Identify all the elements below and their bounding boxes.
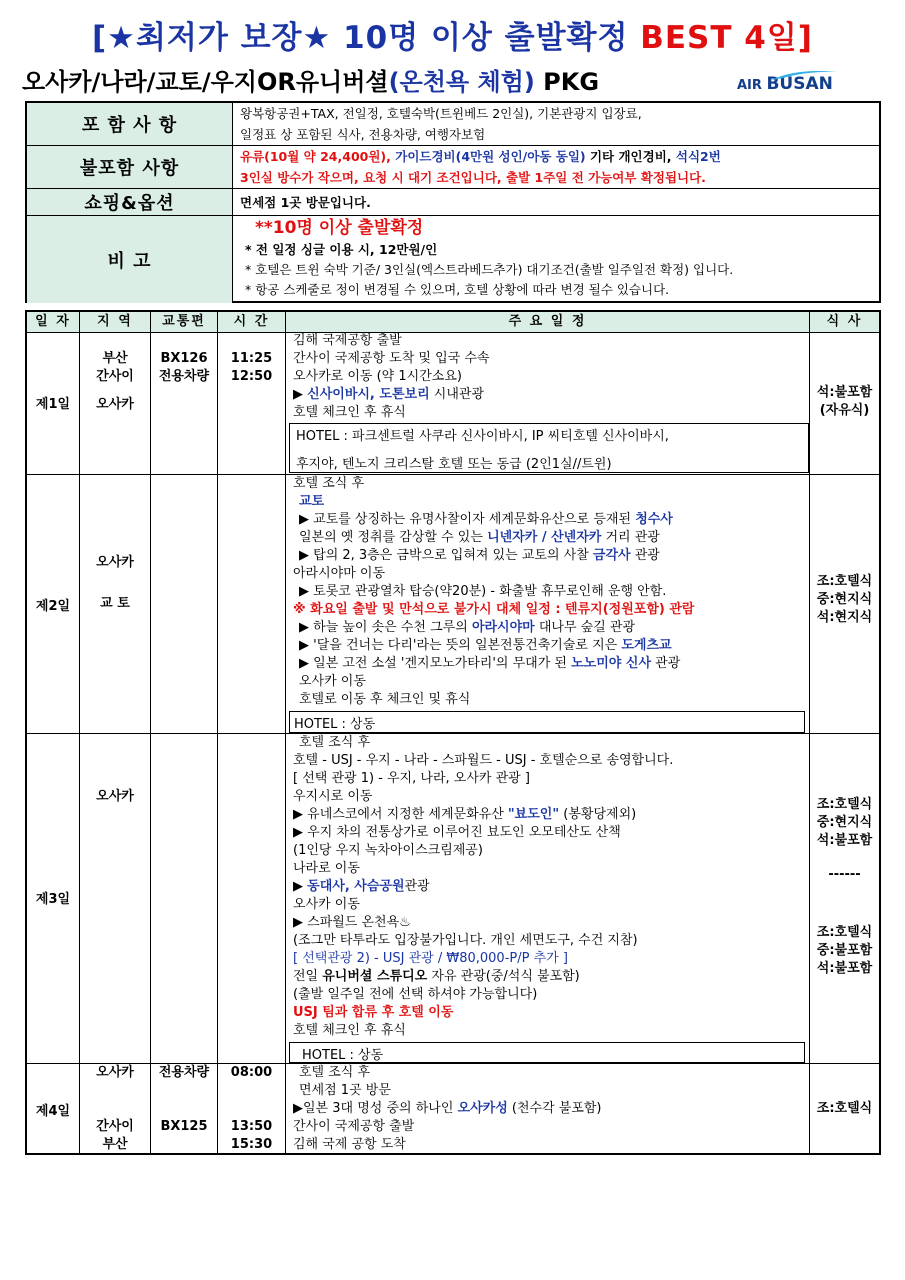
meal-info: 조:호텔식 중:현지식 석:불포함 ------ 조:호텔식 중:불포함 석:불포함	[816, 797, 873, 976]
region: 부산 간사이 오사카	[96, 351, 134, 412]
itinerary-line: ※ 화요일 출발 및 만석으로 불가시 대체 일정 : 텐류지(정원포함) 관람	[293, 602, 695, 617]
itinerary-line: 김해 국제공항 출발	[293, 333, 402, 348]
itinerary-line: 김해 국제 공항 도착	[293, 1137, 406, 1152]
itinerary-line: 나라로 이동	[293, 861, 360, 876]
title-highlight: BEST 4일]	[640, 20, 813, 56]
day-label: 제4일	[35, 1104, 71, 1119]
day-label: 제3일	[35, 892, 71, 907]
itinerary-line: 간사이 국제공항 도착 및 입국 수속	[293, 351, 490, 366]
itinerary-line: 호텔 체크인 후 휴식	[293, 1023, 406, 1038]
transport: BX126 전용차량	[158, 351, 210, 384]
region: 오사카 교 토	[96, 555, 134, 611]
excluded-label: 불포함 사항	[27, 146, 233, 188]
itinerary-line: 교토	[299, 494, 325, 509]
day-label: 제2일	[35, 599, 71, 614]
itinerary-line: ▶ 하늘 높이 솟은 수천 그루의 아라시야마 대나무 숲길 관광	[299, 620, 636, 635]
itinerary-line: ▶ 유네스코에서 지정한 세계문화유산 "뵤도인" (봉황당제외)	[293, 807, 637, 822]
itinerary-line: 전일 유니버셜 스튜디오 자유 관광(중/석식 불포함)	[293, 969, 580, 984]
itinerary-line: (출발 일주일 전에 선택 하셔야 가능합니다)	[293, 987, 538, 1002]
itinerary-line: ▶ 토롯코 관광열차 탑승(약20분) - 화출발 휴무로인해 운행 안함.	[299, 584, 667, 599]
air-busan-logo: AIR BUSAN	[727, 66, 857, 96]
shopping-row	[27, 189, 879, 216]
itinerary-line: 우지시로 이동	[293, 789, 373, 804]
itinerary-line: 면세점 1곳 방문	[299, 1083, 391, 1098]
remarks-row	[27, 216, 879, 303]
included-row	[27, 103, 879, 146]
region: 오사카	[96, 789, 134, 804]
itinerary-line: 오사카 이동	[299, 674, 366, 689]
page-subtitle: 오사카/나라/교토/우지OR유니버셜(온천욕 체험) PKG	[22, 68, 600, 96]
hotel-info: HOTEL : 파크센트럴 사쿠라 신사이바시, IP 씨티호텔 신사이바시, 후지야, 텐노지 크리스탈 호텔 또는 동급 (2인1실//트윈)	[289, 423, 809, 473]
itinerary-line: USJ 팀과 합류 후 호텔 이동	[293, 1005, 454, 1020]
itinerary-line: ▶일본 3대 명성 중의 하나인 오사카성 (천수각 불포함)	[293, 1101, 602, 1116]
package-info-table	[25, 101, 881, 303]
transport: 전용차량 BX125	[158, 1065, 210, 1134]
remarks-label: 비 고	[27, 216, 233, 303]
hotel-info: HOTEL : 상동	[289, 711, 805, 733]
excluded-content: 유류(10월 약 24,400원), 가이드경비(4만원 성인/아동 동일) 기타 개인경비, 석식2번 3인실 방수가 작으며, 요청 시 대기 조건입니다, 출발 1주일 전 가능여부 확정됩니다.	[240, 149, 721, 185]
itinerary-line: ▶ '달을 건너는 다리'라는 뜻의 일본전통건축기술로 지은 도게츠교	[299, 638, 672, 653]
itinerary-line: 오사카로 이동 (약 1시간소요)	[293, 369, 462, 384]
itinerary-line: 오사카 이동	[293, 897, 360, 912]
itinerary-line: ▶ 동대사, 사슴공원관광	[293, 879, 430, 894]
itinerary-line: ▶ 교토를 상징하는 유명사찰이자 세계문화유산으로 등재된 청수사	[299, 512, 673, 527]
meal-info: 석:불포함 (자유식)	[816, 385, 873, 418]
time: 11:25 12:50	[230, 351, 273, 384]
itinerary-line: 호텔 - USJ - 우지 - 나라 - 스파월드 - USJ - 호텔순으로 송영합니다.	[293, 753, 674, 768]
itinerary-line: (조그만 타투라도 입장불가입니다. 개인 세면도구, 수건 지참)	[293, 933, 638, 948]
itinerary-line: ▶ 신사이바시, 도톤보리 시내관광	[293, 387, 485, 402]
itinerary-line: 호텔 조식 후	[293, 476, 365, 491]
itinerary-line: [ 선택관광 2) - USJ 관광 / ₩80,000-P/P 추가 ]	[293, 951, 568, 966]
itinerary-line: 호텔 조식 후	[299, 1065, 371, 1080]
itinerary-line: ▶ 스파월드 온천욕♨	[293, 915, 411, 930]
shopping-label: 쇼핑&옵션	[27, 189, 233, 215]
shopping-content: 면세점 1곳 방문입니다.	[240, 195, 371, 210]
logo-swoosh-icon	[727, 66, 857, 96]
hotel-info: HOTEL : 상동	[289, 1042, 805, 1063]
itinerary-table	[25, 310, 881, 1155]
remarks-content: **10명 이상 출발확정 * 전 일정 싱글 이용 시, 12만원/인 * 호텔은 트윈 숙박 기준/ 3인실(엑스트라베드추가) 대기조건(출발 일주일전 확정) 입니다. * 항공 스케줄로 정이 변경될 수 있으며, 호텔 상황에 따라 변경 될수 있습니다.	[245, 218, 734, 297]
itinerary-line: 호텔 체크인 후 휴식	[293, 405, 406, 420]
meal-info: 조:호텔식 중:현지식 석:현지식	[816, 574, 873, 625]
itinerary-line: 간사이 국제공항 출발	[293, 1119, 415, 1134]
itinerary-line: 일본의 옛 정취를 감상할 수 있는 니넨자카 / 산넨자카 거리 관광	[299, 530, 660, 545]
itinerary-line: 호텔로 이동 후 체크인 및 휴식	[299, 692, 471, 707]
itinerary-line: ▶ 탑의 2, 3층은 금박으로 입혀져 있는 교토의 사찰 금각사 관광	[299, 548, 660, 563]
itinerary-line: 아라시야마 이동	[293, 566, 386, 581]
region: 오사카 간사이 부산	[96, 1065, 134, 1152]
itinerary-line: 호텔 조식 후	[299, 735, 371, 750]
itinerary-line: (1인당 우지 녹차아이스크림제공)	[293, 843, 483, 858]
itinerary-line: ▶ 우지 차의 전통상가로 이루어진 뵤도인 오모테산도 산책	[293, 825, 621, 840]
itinerary-line: ▶ 일본 고전 소설 '겐지모노가타리'의 무대가 된 노노미야 신사 관광	[299, 656, 681, 671]
meal-info: 조:호텔식	[816, 1101, 873, 1116]
excluded-row	[27, 146, 879, 189]
day-label: 제1일	[35, 397, 71, 412]
included-content: 왕복항공권+TAX, 전일정, 호텔숙박(트윈베드 2인실), 기본관광지 입장료, 일정표 상 포함된 식사, 전용차량, 여행자보험	[240, 106, 642, 142]
time: 08:00 13:50 15:30	[230, 1065, 273, 1152]
itinerary-header-row: 일 자 지 역 교통편 시 간 주 요 일 정 식 사	[27, 312, 879, 333]
page-title: [★최저가 보장★ 10명 이상 출발확정 BEST 4일]	[92, 20, 813, 56]
included-label: 포 함 사 항	[27, 103, 233, 145]
itinerary-line: [ 선택 관광 1) - 우지, 나라, 오사카 관광 ]	[293, 771, 530, 786]
